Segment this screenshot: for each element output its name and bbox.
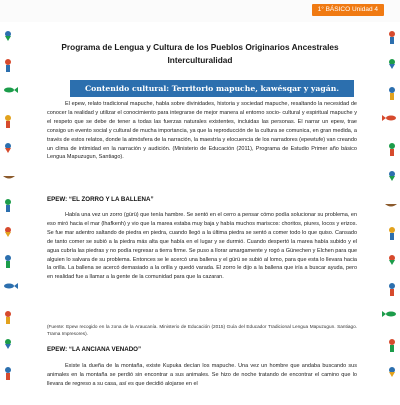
motif-figure-icon — [5, 367, 11, 380]
document-title — [40, 41, 360, 67]
motif-figure-icon — [5, 255, 11, 268]
motif-bird-icon — [5, 143, 11, 153]
motif-figure-icon — [389, 143, 395, 156]
motif-bird-icon — [5, 227, 11, 237]
intro-paragraph — [47, 100, 357, 162]
motif-fish-icon — [4, 87, 18, 93]
motif-bird-icon — [389, 367, 395, 377]
right-decorative-border — [374, 24, 400, 400]
motif-figure-icon — [389, 339, 395, 352]
story1-heading: EPEW: “EL ZORRO Y LA BALLENA” — [47, 196, 154, 203]
motif-canoe-icon — [3, 176, 15, 179]
story2-heading: EPEW: “LA ANCIANA VENADO” — [47, 346, 142, 353]
story1-paragraph — [47, 211, 357, 282]
motif-bird-icon — [389, 255, 395, 265]
motif-fish-icon — [382, 311, 396, 317]
motif-figure-icon — [5, 59, 11, 72]
intro-text: El epew, relato tradicional mapuche, habla sobre divinidades, historia y sociedad mapuche, resaltando la necesidad de conocer la realidad y utilizar el conocimiento para integrarse de mejor manera al entorno socio- cultural y espiritual mapuche y el respeto que se debe de tener a todas las fuerzas naturales existentes, incluidas las personas. El narrar un epew, trae consigo un evento social y cultural de mucha importancia, ya que la reproducción de la cultura se comunica, en gran medida, a través de estos relatos, donde la atmósfera de la narración, la maestría y elocuencia de los narradores (epewtufe) van creando un clima de intimidad en la narración y audición. (Ministerio de Educación (2011), Programa de Estudio Primer año básico Lengua Mapuzugun, Santiago). — [47, 101, 357, 161]
cultural-content-banner — [70, 80, 354, 97]
unit-badge: 1° BÁSICO Unidad 4 — [312, 4, 384, 16]
motif-bird-icon — [389, 171, 395, 181]
motif-figure-icon — [389, 87, 395, 100]
motif-figure-icon — [389, 227, 395, 240]
motif-figure-icon — [5, 115, 11, 128]
motif-bird-icon — [389, 59, 395, 69]
motif-figure-icon — [5, 311, 11, 324]
top-bar — [0, 0, 400, 22]
story2-paragraph — [47, 362, 357, 389]
motif-canoe-icon — [385, 204, 397, 207]
motif-bird-icon — [5, 31, 11, 41]
left-decorative-border — [0, 24, 26, 400]
motif-figure-icon — [5, 199, 11, 212]
story1-text: Había una vez un zorro (gürü) que tenía hambre. Se sentó en el cerro a pensar cómo podía solucionar su problema, en eso miró hacia el mar (lhafkenh) y vio que la marea estaba muy baja y había muchos mariscos: choritos, piures, locos y erizos. Se fue mar adentro saltando de piedra en piedra, cuando llegó a la última piedra se sentó a comer todo lo que quiso. Cansado de tanto comer se subió a la piedra más alta que había en el lugar y se durmió. Cuando despertó la marea había subido y el agua cubría las piedras y no podía regresar a tierra firme. Se puso a llorar amargamente y rogó a Günechen y Elchen para que alguien lo salvara de su problema. Entonces se le acercó una ballena y el gürü se subió al lomo, para que esta lo llevara hacia la orilla. La ballena se acercó demasiado a la orilla y quedó varada. El zorro le dijo a la ballena que iría a buscar ayuda, pero en realidad fue a llamar a la gente de la comunidad para que la cazaran. — [47, 212, 358, 281]
story2-text: Existe la dueña de la montaña, existe Kupuka decían los mapuche. Una vez un hombre que andaba buscando sus animales en la montaña se perdió sin encontrar a sus animales. Se hizo de noche tratando de encontrar el camino que lo llevara de regreso a su casa, así es que decidió alojarse en el — [47, 363, 357, 387]
motif-fish-icon — [4, 283, 18, 289]
story1-source-note: (Fuente: Epew recogido en la zona de la Araucanía. Ministerio de Educación (2015) Guía del Educador Tradicional Lengua Mapuzugun. Santiago. Trama Impresores). — [47, 324, 357, 337]
title-line-1: Programa de Lengua y Cultura de los Pueblos Originarios Ancestrales — [61, 42, 339, 52]
right-motifs — [374, 24, 400, 400]
motif-fish-icon — [382, 115, 396, 121]
motif-bird-icon — [5, 339, 11, 349]
cultural-content-text: Contenido cultural: Territorio mapuche, kawésqar y yagán. — [85, 84, 339, 93]
motif-figure-icon — [389, 31, 395, 44]
title-line-2: Interculturalidad — [167, 55, 233, 65]
motif-figure-icon — [389, 283, 395, 296]
left-motifs — [0, 24, 26, 400]
